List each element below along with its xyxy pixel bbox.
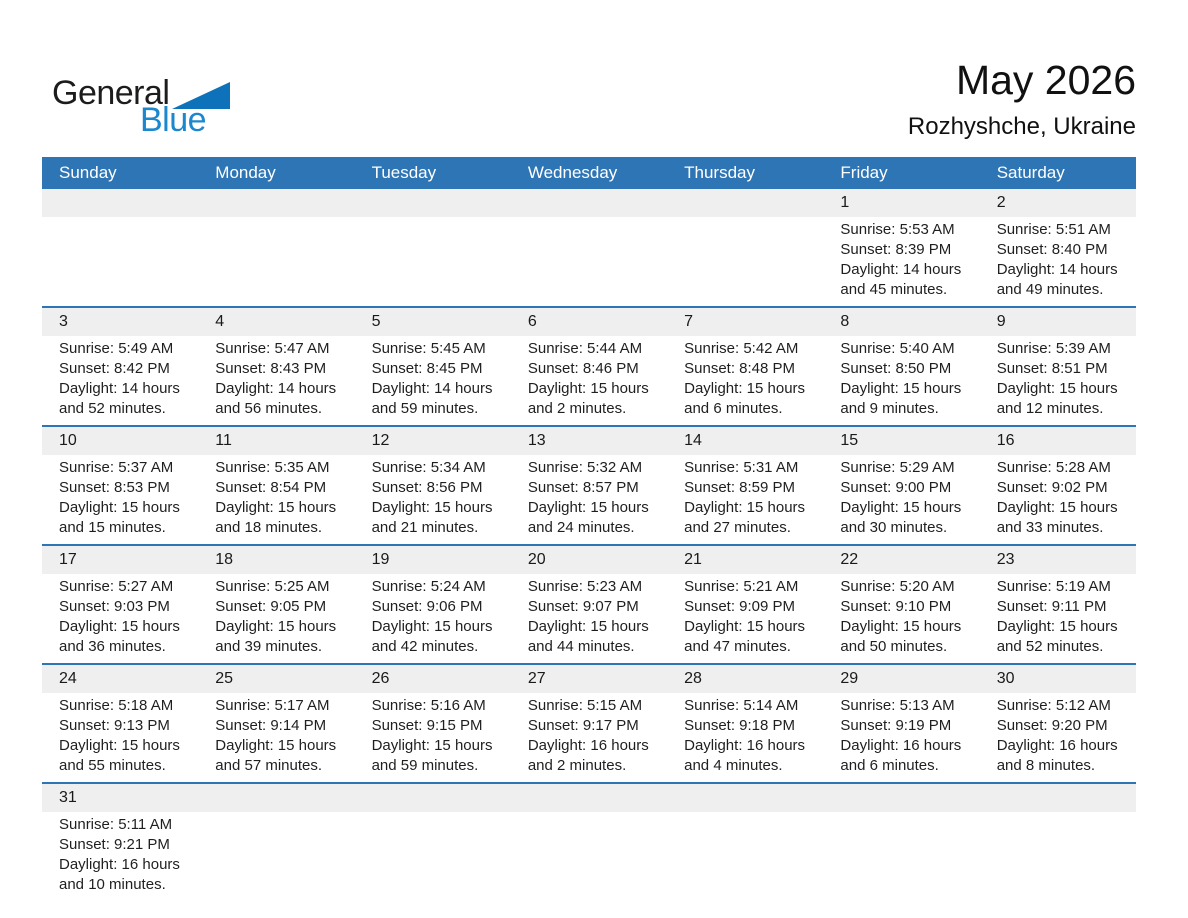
day-cell [980,546,1136,663]
date-number: 19 [371,551,390,568]
date-band [511,784,667,812]
sunrise-text: Sunrise: 5:20 AM [840,578,955,595]
day-details [42,455,198,544]
date-number: 3 [59,313,68,330]
day-details [823,693,979,782]
date-band [511,546,667,574]
daylight-text: Daylight: 14 hours and 59 minutes. [371,380,493,417]
sunset-text: Sunset: 9:07 PM [527,598,639,615]
day-details [42,693,198,782]
empty-day-cell [823,784,979,901]
day-details [511,336,667,425]
daylight-text: Daylight: 15 hours and 12 minutes. [996,380,1118,417]
day-details [511,693,667,782]
day-details [980,336,1136,425]
date-band [355,665,511,693]
day-details [980,574,1136,663]
sunset-text: Sunset: 9:11 PM [996,598,1107,615]
daylight-text: Daylight: 15 hours and 30 minutes. [840,499,962,536]
daylight-text: Daylight: 16 hours and 10 minutes. [59,856,180,893]
calendar [42,157,1136,901]
date-number: 27 [527,670,546,687]
date-band [823,427,979,455]
date-band [42,308,198,336]
day-details [42,336,198,425]
daylight-text: Daylight: 15 hours and 21 minutes. [371,499,493,536]
day-cell [667,427,823,544]
sunset-text: Sunset: 8:42 PM [59,360,170,377]
sunrise-text: Sunrise: 5:44 AM [527,340,643,357]
day-details [198,336,354,425]
week-row [42,544,1136,663]
sunset-text: Sunset: 9:05 PM [215,598,327,615]
date-band [823,665,979,693]
date-band [511,665,667,693]
sunrise-text: Sunrise: 5:31 AM [684,459,799,476]
day-cell [511,546,667,663]
daylight-text: Daylight: 15 hours and 42 minutes. [371,618,493,655]
day-cell [42,665,198,782]
day-cell [980,189,1136,306]
sunrise-text: Sunrise: 5:39 AM [996,340,1111,357]
date-number: 2 [996,194,1006,211]
date-band [42,665,198,693]
sunrise-text: Sunrise: 5:32 AM [527,459,643,476]
sunset-text: Sunset: 9:21 PM [59,836,170,853]
day-details [667,693,823,782]
day-cell [980,427,1136,544]
daylight-text: Daylight: 15 hours and 50 minutes. [840,618,962,655]
sunset-text: Sunset: 9:10 PM [840,598,952,615]
day-cell [511,308,667,425]
weekday-header-friday: Friday [840,163,888,182]
sunrise-text: Sunrise: 5:19 AM [996,578,1111,595]
general-blue-logo [52,76,230,137]
daylight-text: Daylight: 16 hours and 2 minutes. [527,737,649,774]
date-band [823,546,979,574]
sunrise-text: Sunrise: 5:37 AM [59,459,174,476]
sunset-text: Sunset: 8:56 PM [371,479,483,496]
date-band [980,784,1136,812]
date-band [42,784,198,812]
day-cell [511,665,667,782]
date-band [355,308,511,336]
location-subtitle: Rozhyshche, Ukraine [907,113,1136,141]
date-number: 17 [59,551,77,568]
date-band [667,308,823,336]
date-number: 30 [996,670,1015,687]
daylight-text: Daylight: 15 hours and 44 minutes. [527,618,649,655]
daylight-text: Daylight: 15 hours and 15 minutes. [59,499,180,536]
daylight-text: Daylight: 15 hours and 47 minutes. [684,618,806,655]
sunrise-text: Sunrise: 5:51 AM [996,221,1111,238]
daylight-text: Daylight: 14 hours and 56 minutes. [215,380,337,417]
sunset-text: Sunset: 8:45 PM [371,360,483,377]
weekday-header-wednesday: Wednesday [527,163,618,182]
day-cell [198,546,354,663]
day-details [823,455,979,544]
empty-day-cell [355,189,511,306]
sunset-text: Sunset: 8:54 PM [215,479,327,496]
date-number: 15 [840,432,859,449]
sunset-text: Sunset: 9:02 PM [996,479,1108,496]
sunrise-text: Sunrise: 5:49 AM [59,340,174,357]
day-cell [667,665,823,782]
sunrise-text: Sunrise: 5:16 AM [371,697,486,714]
day-cell [823,189,979,306]
sunset-text: Sunset: 9:15 PM [371,717,483,734]
calendar-grid [42,189,1136,901]
date-band [42,427,198,455]
sunrise-text: Sunrise: 5:34 AM [371,459,486,476]
date-number: 9 [996,313,1006,330]
sunrise-text: Sunrise: 5:53 AM [840,221,955,238]
date-band [667,784,823,812]
day-details [198,574,354,663]
date-number: 16 [996,432,1015,449]
empty-day-cell [667,189,823,306]
week-row [42,306,1136,425]
empty-day-cell [198,189,354,306]
daylight-text: Daylight: 15 hours and 33 minutes. [996,499,1118,536]
date-band [667,189,823,217]
day-details [355,693,511,782]
sunset-text: Sunset: 8:46 PM [527,360,639,377]
date-band [42,189,198,217]
weekday-header-sunday: Sunday [59,163,117,182]
sunset-text: Sunset: 9:18 PM [684,717,796,734]
day-details [355,455,511,544]
day-details [980,455,1136,544]
date-number: 11 [215,432,232,449]
date-band [980,308,1136,336]
date-number: 25 [215,670,234,687]
week-row [42,663,1136,782]
date-band [511,189,667,217]
date-number: 8 [840,313,850,330]
day-cell [198,308,354,425]
daylight-text: Daylight: 14 hours and 45 minutes. [840,261,962,298]
day-cell [511,427,667,544]
weekday-header-thursday: Thursday [684,163,755,182]
date-band [823,784,979,812]
empty-day-cell [511,189,667,306]
week-row [42,189,1136,306]
date-band [355,546,511,574]
weekday-header-monday: Monday [215,163,276,182]
sunrise-text: Sunrise: 5:15 AM [527,697,643,714]
date-band [198,189,354,217]
day-details [42,574,198,663]
sunrise-text: Sunrise: 5:40 AM [840,340,955,357]
sunset-text: Sunset: 8:53 PM [59,479,170,496]
sunrise-text: Sunrise: 5:35 AM [215,459,330,476]
date-number: 13 [527,432,546,449]
daylight-text: Daylight: 16 hours and 8 minutes. [996,737,1118,774]
sunrise-text: Sunrise: 5:14 AM [684,697,799,714]
day-cell [198,665,354,782]
date-band [667,665,823,693]
day-details [511,455,667,544]
day-details [198,455,354,544]
day-cell [823,427,979,544]
date-number: 21 [684,551,702,568]
day-details [667,574,823,663]
date-number: 23 [996,551,1015,568]
day-details [823,217,979,306]
weekday-header-saturday: Saturday [996,163,1065,182]
date-number: 6 [527,313,537,330]
sunrise-text: Sunrise: 5:21 AM [684,578,799,595]
date-band [980,189,1136,217]
day-cell [823,546,979,663]
date-number: 5 [371,313,381,330]
sunrise-text: Sunrise: 5:25 AM [215,578,330,595]
sunrise-text: Sunrise: 5:13 AM [840,697,955,714]
date-number: 31 [59,789,77,806]
date-number: 20 [527,551,546,568]
day-details [823,574,979,663]
day-cell [42,784,198,901]
day-cell [355,427,511,544]
day-details [511,574,667,663]
sunset-text: Sunset: 8:48 PM [684,360,796,377]
sunrise-text: Sunrise: 5:23 AM [527,578,643,595]
day-cell [667,546,823,663]
date-band [198,546,354,574]
week-row [42,425,1136,544]
sunrise-text: Sunrise: 5:27 AM [59,578,174,595]
day-details [355,574,511,663]
sunset-text: Sunset: 8:59 PM [684,479,796,496]
day-cell [823,308,979,425]
date-number: 10 [59,432,77,449]
day-details [667,336,823,425]
day-cell [355,546,511,663]
date-band [198,665,354,693]
sunrise-text: Sunrise: 5:24 AM [371,578,486,595]
sunset-text: Sunset: 8:50 PM [840,360,952,377]
sunset-text: Sunset: 9:17 PM [527,717,639,734]
date-band [667,546,823,574]
date-band [355,784,511,812]
daylight-text: Daylight: 15 hours and 6 minutes. [684,380,806,417]
date-number: 1 [840,194,850,211]
day-cell [42,427,198,544]
date-number: 18 [215,551,234,568]
daylight-text: Daylight: 15 hours and 52 minutes. [996,618,1118,655]
date-band [355,427,511,455]
day-details [823,336,979,425]
date-band [198,784,354,812]
empty-day-cell [511,784,667,901]
day-details [980,217,1136,306]
day-cell [42,546,198,663]
daylight-text: Daylight: 15 hours and 9 minutes. [840,380,962,417]
sunset-text: Sunset: 9:00 PM [840,479,952,496]
empty-day-cell [980,784,1136,901]
empty-day-cell [667,784,823,901]
day-details [355,336,511,425]
daylight-text: Daylight: 14 hours and 52 minutes. [59,380,180,417]
date-number: 26 [371,670,390,687]
date-band [980,427,1136,455]
date-band [198,308,354,336]
date-number: 12 [371,432,390,449]
sunset-text: Sunset: 8:40 PM [996,241,1108,258]
date-band [198,427,354,455]
day-cell [42,308,198,425]
day-cell [980,665,1136,782]
sunrise-text: Sunrise: 5:47 AM [215,340,330,357]
title-block [908,56,1136,141]
daylight-text: Daylight: 16 hours and 4 minutes. [684,737,806,774]
empty-day-cell [355,784,511,901]
sunrise-text: Sunrise: 5:28 AM [996,459,1111,476]
date-band [511,427,667,455]
day-cell [355,665,511,782]
daylight-text: Daylight: 15 hours and 59 minutes. [371,737,493,774]
sunrise-text: Sunrise: 5:42 AM [684,340,799,357]
day-cell [667,308,823,425]
date-number: 29 [840,670,859,687]
daylight-text: Daylight: 15 hours and 2 minutes. [527,380,649,417]
date-band [980,546,1136,574]
daylight-text: Daylight: 15 hours and 18 minutes. [215,499,337,536]
date-band [355,189,511,217]
day-details [198,693,354,782]
sunrise-text: Sunrise: 5:45 AM [371,340,486,357]
day-details [980,693,1136,782]
date-number: 28 [684,670,702,687]
date-band [667,427,823,455]
sunset-text: Sunset: 9:06 PM [371,598,483,615]
day-cell [980,308,1136,425]
empty-day-cell [198,784,354,901]
sunset-text: Sunset: 8:43 PM [215,360,327,377]
sunset-text: Sunset: 9:19 PM [840,717,952,734]
daylight-text: Daylight: 15 hours and 24 minutes. [527,499,649,536]
date-number: 22 [840,551,859,568]
logo-text-general: General [52,74,170,112]
day-details [42,812,198,901]
date-number: 7 [684,313,694,330]
sunset-text: Sunset: 9:03 PM [59,598,170,615]
sunset-text: Sunset: 9:09 PM [684,598,796,615]
date-number: 14 [684,432,702,449]
sunrise-text: Sunrise: 5:17 AM [215,697,330,714]
sunset-text: Sunset: 8:51 PM [996,360,1108,377]
day-details [667,455,823,544]
date-band [823,308,979,336]
daylight-text: Daylight: 15 hours and 57 minutes. [215,737,337,774]
daylight-text: Daylight: 16 hours and 6 minutes. [840,737,962,774]
date-band [980,665,1136,693]
sunset-text: Sunset: 9:14 PM [215,717,327,734]
logo-text-blue: Blue [140,101,207,139]
daylight-text: Daylight: 15 hours and 27 minutes. [684,499,806,536]
daylight-text: Daylight: 15 hours and 36 minutes. [59,618,180,655]
day-cell [823,665,979,782]
date-band [511,308,667,336]
sunset-text: Sunset: 9:20 PM [996,717,1108,734]
week-row [42,782,1136,901]
sunset-text: Sunset: 8:57 PM [527,479,639,496]
month-title: May 2026 [955,57,1136,103]
day-cell [198,427,354,544]
weekday-header-tuesday: Tuesday [371,163,437,182]
date-number: 24 [59,670,77,687]
weekday-header-row [42,157,1136,189]
empty-day-cell [42,189,198,306]
daylight-text: Daylight: 15 hours and 55 minutes. [59,737,180,774]
sunrise-text: Sunrise: 5:11 AM [59,816,173,833]
sunrise-text: Sunrise: 5:12 AM [996,697,1111,714]
sunset-text: Sunset: 8:39 PM [840,241,952,258]
date-number: 4 [215,313,225,330]
date-band [823,189,979,217]
sunset-text: Sunset: 9:13 PM [59,717,170,734]
sunrise-text: Sunrise: 5:29 AM [840,459,955,476]
sunrise-text: Sunrise: 5:18 AM [59,697,174,714]
date-band [42,546,198,574]
day-cell [355,308,511,425]
daylight-text: Daylight: 14 hours and 49 minutes. [996,261,1118,298]
daylight-text: Daylight: 15 hours and 39 minutes. [215,618,337,655]
